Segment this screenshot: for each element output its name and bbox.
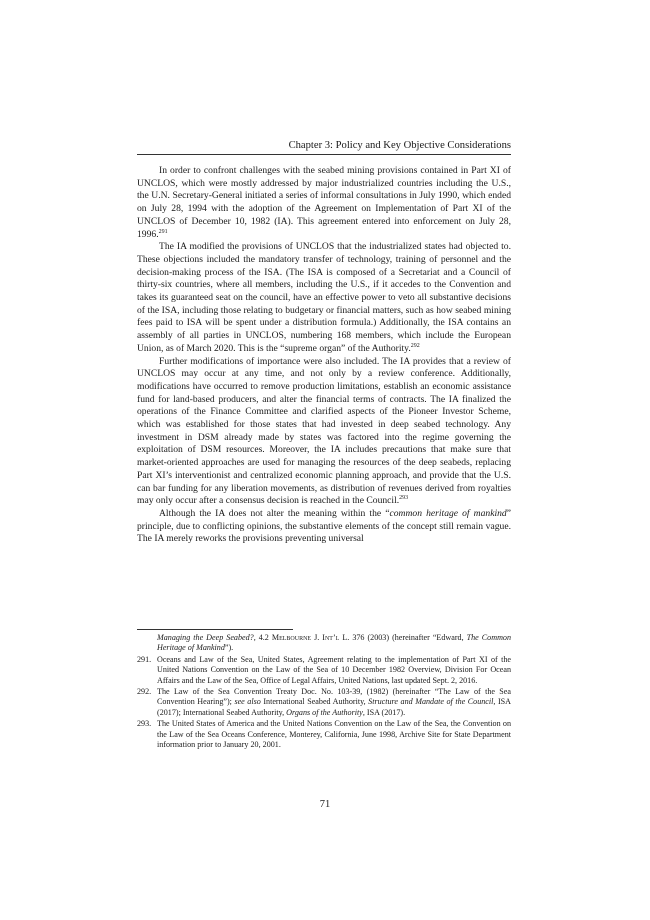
paragraph-1-text: In order to confront challenges with the seabed mining provisions contained in Part XI of UNCLOS, which were mostly addressed by major industrialized countries including the U.S., the U.N. Secretary-General initiated a series of informal consultations in July 1990, which ended on July 28, 1994 with the adoption of the Agreement on Implementation of Part XI of the UNCLOS of December 10, 1982 (IA). This agreement entered into enforcement on July 28, 1996. xyxy=(137,165,511,240)
fn-cont-text-2: 376 (2003) (hereinafter “Edward, xyxy=(349,633,467,642)
fn-cont-italic-2: The Common Heritage of Mankind xyxy=(157,633,512,653)
fn292-text-1: The Law of the Sea Convention Treaty Doc. No. 103-39, (1982) (hereinafter “The Law of the Sea Convention Hearing”); xyxy=(157,687,511,707)
footnote-293-number: 293. xyxy=(137,719,152,729)
fn292-text-3: , ISA (2017); International Seabed Authority, xyxy=(157,697,511,717)
page-number: 71 xyxy=(319,799,331,810)
footnote-ref-292: 292 xyxy=(410,342,420,349)
fn-cont-text-3: ”). xyxy=(224,643,234,653)
fn292-text-2: International Seabed Authority, xyxy=(260,697,369,707)
fn292-text-4: , ISA (2017). xyxy=(362,707,406,717)
paragraph-4 xyxy=(137,508,511,546)
fn-cont-text-1: , 4.2 xyxy=(253,633,272,642)
paragraph-3 xyxy=(137,356,511,508)
footnote-ref-293: 293 xyxy=(399,495,409,502)
footnote-291-number: 291. xyxy=(137,654,152,664)
footnotes xyxy=(137,633,511,751)
fn-cont-italic-1: Managing the Deep Seabed? xyxy=(157,633,254,642)
paragraph-4-italic: common heritage of mankind xyxy=(389,507,507,519)
paragraph-2 xyxy=(137,241,511,355)
footnote-291-text: Oceans and Law of the Sea, United States, Agreement relating to the implementation of Part XI of the United Nations Convention on the Law of the Sea of 10 December 1982 Overview, Division For Ocean Affairs and the Law of the Sea, Office of Legal Affairs, United Nations, last updated Sept. 2, 2016. xyxy=(157,654,511,685)
fn292-italic-1: see also xyxy=(234,697,261,707)
footnote-continuation xyxy=(137,633,511,654)
footnote-293-text: The United States of America and the United Nations Convention on the Law of the Sea, the Convention on the Law of the Sea Oceans Conference, Monterey, California, June 1998, Archive Site for State Department information prior to January 20, 2001. xyxy=(157,719,511,750)
running-head: Chapter 3: Policy and Key Objective Considerations xyxy=(137,139,511,155)
footnote-292 xyxy=(137,687,511,718)
footnote-293 xyxy=(137,719,511,750)
footnote-292-number: 292. xyxy=(137,687,152,697)
footnote-291 xyxy=(137,655,511,686)
paragraph-1 xyxy=(137,165,511,241)
paragraph-4-text-a: Although the IA does not alter the meaning within the “ xyxy=(159,507,390,519)
fn292-italic-2: Structure and Mandate of the Council xyxy=(368,697,494,707)
footnote-rule xyxy=(137,629,293,630)
body-text xyxy=(137,165,511,546)
paragraph-2-text: The IA modified the provisions of UNCLOS that the industrialized states had objected to. These objections included the mandatory transfer of technology, training of personnel and the decision-making process of the ISA. (The ISA is composed of a Secretariat and a Council of thirty-six countries, where all members, including the U.S., if it accedes to the Convention and takes its guaranteed seat on the council, have an effective power to veto all substantive decisions of the ISA, including those relating to budgetary or financial matters, such as how seabed mining fees paid to ISA will be spent under a distribution formula.) Additionally, the ISA contains an assembly of all parties in UNCLOS, numbering 168 members, which include the European Union, as of March 2020. This is the “supreme organ” of the Authority. xyxy=(137,241,511,354)
fn-cont-journal: Melbourne J. Int’l L. xyxy=(271,633,350,642)
footnote-ref-291: 291 xyxy=(158,228,168,235)
paragraph-3-text: Further modifications of importance were also included. The IA provides that a review of UNCLOS may occur at any time, and not only by a review conference. Additionally, modifications have occurred to remove production limitations, establish an economic assistance fund for land-based producers, and alter the financial terms of contracts. The IA finalized the operations of the Finance Committee and clarified aspects of the Pioneer Investor Scheme, which was established for those states that had invested in deep seabed technology. Any investment in DSM already made by states was factored into the regime governing the exploitation of DSM resources. Moreover, the IA includes precautions that make sure that market-oriented approaches are used for managing the resources of the deep seabeds, replacing Part XI’s interventionist and centralized economic planning approach, and provide that the U.S. can bar funding for any liberation movements, as distribution of revenues derived from royalties may only occur after a consensus decision is reached in the Council. xyxy=(137,355,511,507)
fn292-italic-3: Organs of the Authority xyxy=(286,707,363,717)
paragraph-4-text-b: ” principle, due to conflicting opinions, the substantive elements of the concept still remain vague. The IA merely reworks the provisions preventing universal xyxy=(137,507,511,545)
